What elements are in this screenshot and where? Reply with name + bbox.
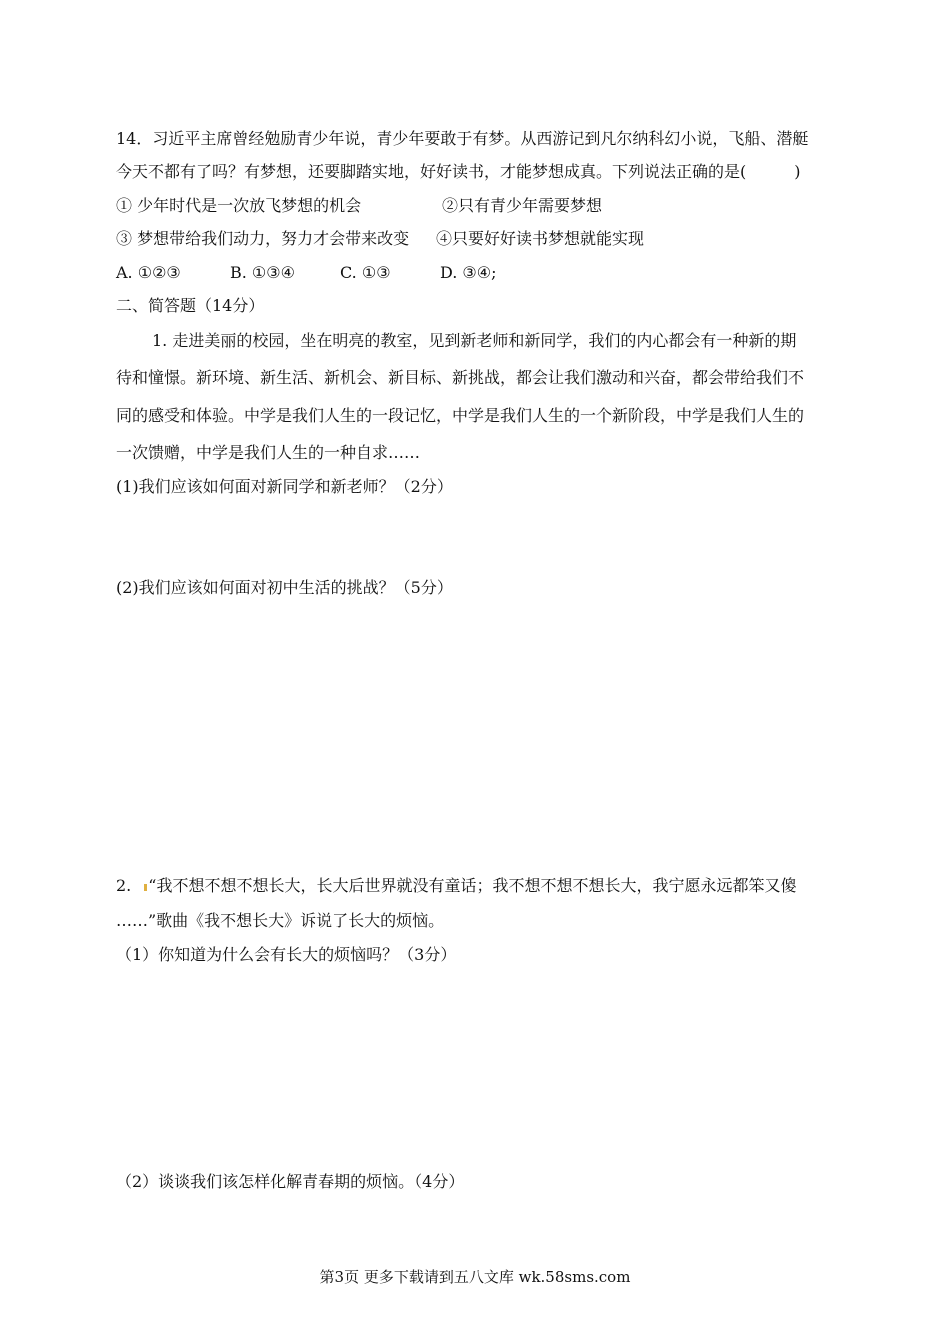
passage-1-line3: 同的感受和体验。中学是我们人生的一段记忆，中学是我们人生的一个新阶段，中学是我们人生的 [116,406,805,425]
option-c: C. ①③ [340,263,391,282]
q14-stem-line2: 今天不都有了吗？有梦想，还要脚踏实地，好好读书，才能梦想成真。下列说法正确的是( ) [116,162,801,181]
statement-4: ④只要好好读书梦想就能实现 [436,229,645,248]
passage-2-line1 [116,875,796,897]
q14-statements-row1 [116,195,602,217]
option-a: A. ①②③ [116,263,181,282]
q14-statements-row2 [116,228,644,250]
page-footer: 第3页 更多下载请到五八文库 wk.58sms.com [319,1268,631,1286]
passage-2-line2: ……”歌曲《我不想长大》诉说了长大的烦恼。 [116,911,445,930]
sub-question-2-2: （2）谈谈我们该怎样化解青春期的烦恼。（4分） [116,1172,465,1191]
option-b: B. ①③④ [230,263,295,282]
statement-1: ① 少年时代是一次放飞梦想的机会 [116,196,362,215]
passage-1-line1: 1. 走进美丽的校园，坐在明亮的教室，见到新老师和新同学，我们的内心都会有一种新的期 [152,331,797,350]
statement-2: ②只有青少年需要梦想 [442,196,603,215]
passage-1-line2: 待和憧憬。新环境、新生活、新机会、新目标、新挑战，都会让我们激动和兴奋，都会带给我们不 [116,368,805,387]
annotation-mark [144,884,147,891]
q14-answer-options [116,262,497,284]
passage-1-line4: 一次馈赠，中学是我们人生的一种自求…… [116,443,421,462]
lyrics-line1: “我不想不想不想长大，长大后世界就没有童话；我不想不想不想长大，我宁愿永远都笨又傻 [148,876,797,895]
q14-stem-line1: 14．习近平主席曾经勉励青少年说，青少年要敢于有梦。从西游记到凡尔纳科幻小说，飞船、潜艇 [116,129,809,148]
sub-question-2-1: （1）你知道为什么会有长大的烦恼吗？（3分） [116,945,457,964]
sub-question-1-2: (2)我们应该如何面对初中生活的挑战？（5分） [116,578,453,597]
statement-3: ③ 梦想带给我们动力，努力才会带来改变 [116,229,410,248]
question-number: 2. [116,876,132,895]
sub-question-1-1: (1)我们应该如何面对新同学和新老师？（2分） [116,477,453,496]
option-d: D. ③④; [440,263,497,282]
section-title: 二、简答题（14分） [116,296,265,315]
